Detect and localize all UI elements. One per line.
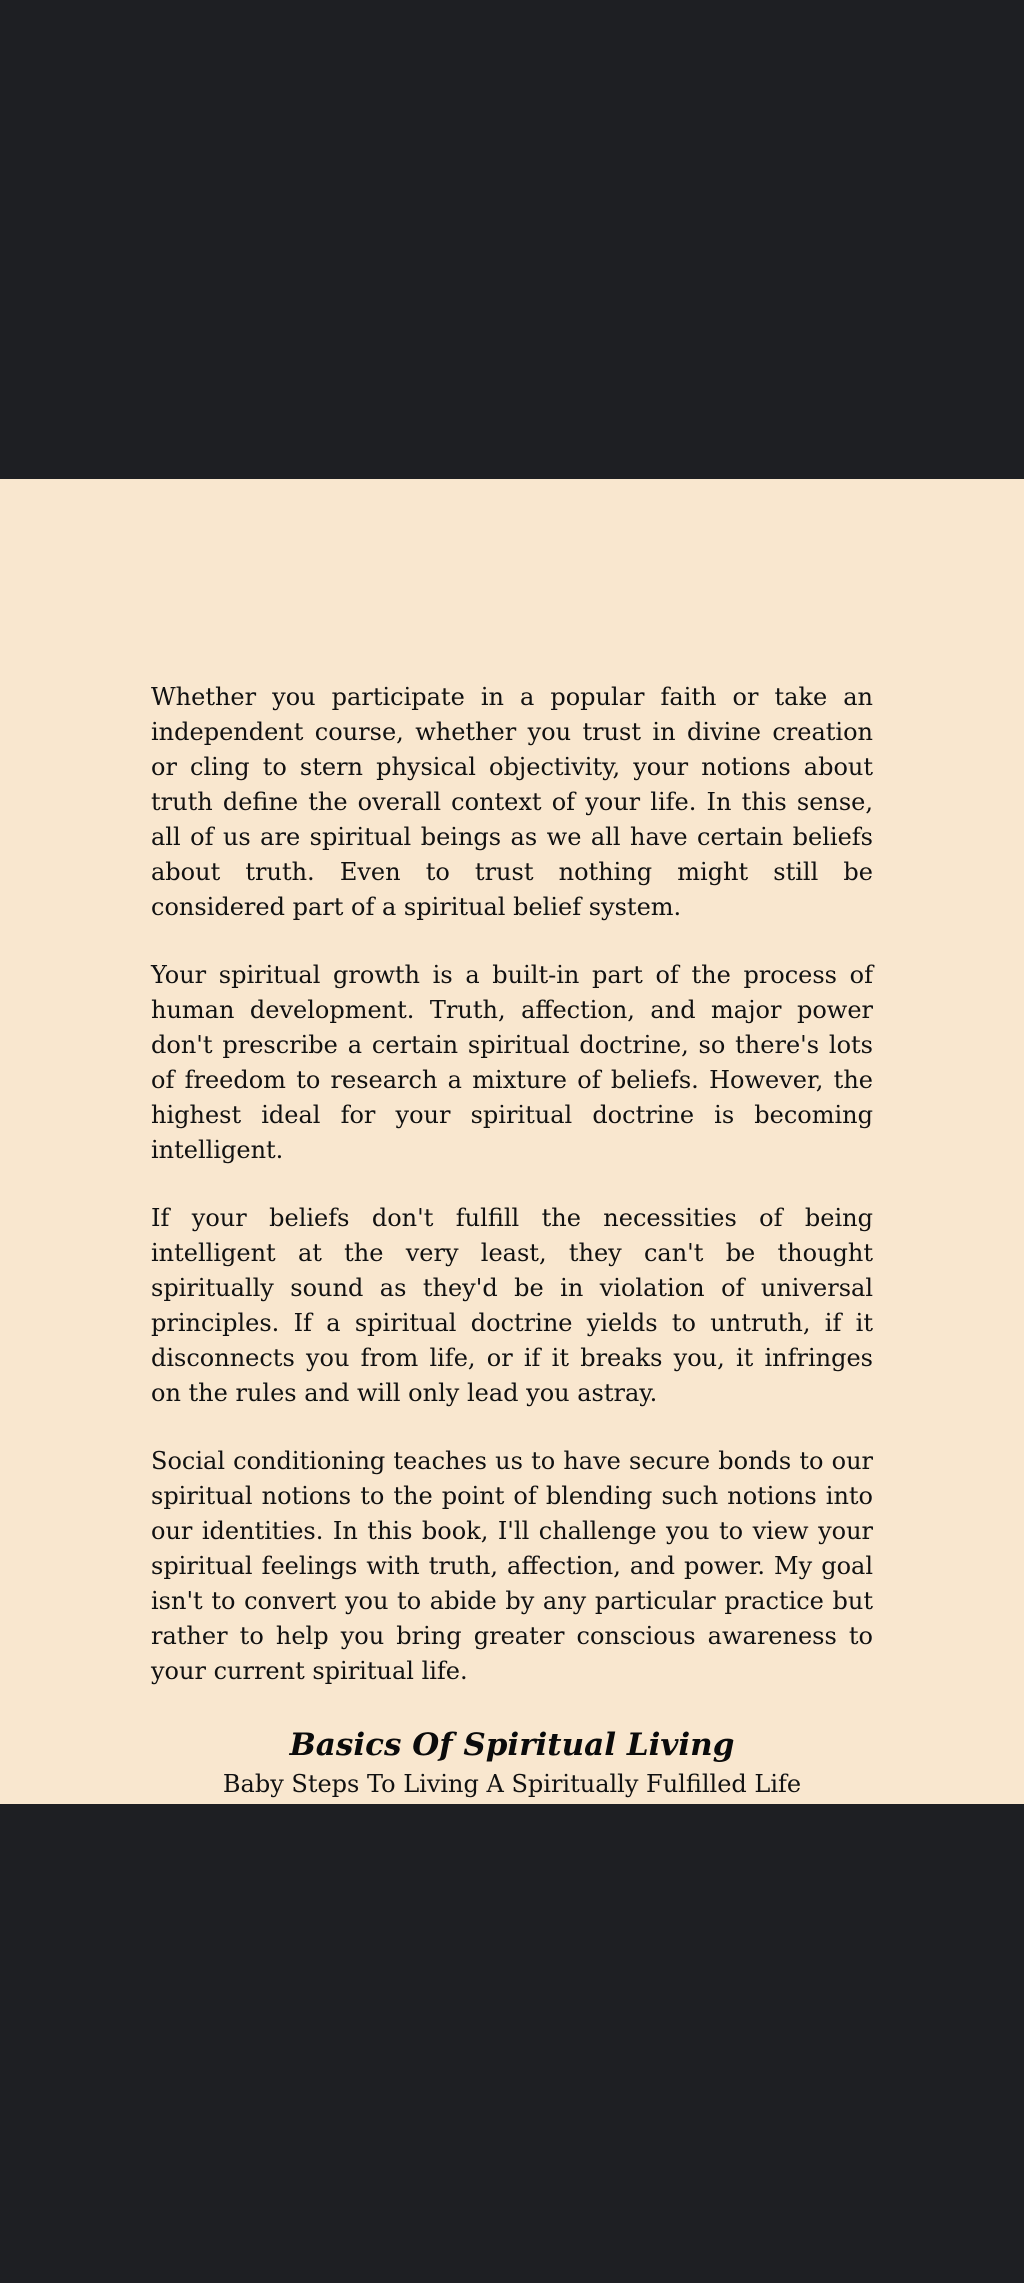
paragraph-2: Your spiritual growth is a built-in part of the process of human development. Truth, affection, and major power don't prescribe a certain spiritual doctrine, so there's lots of freedom to research a mixture of beliefs. However, the highest ideal for your spiritual doctrine is becoming intelligent. (151, 961, 873, 1164)
top-dark-band (0, 0, 1024, 479)
book-title: Basics Of Spiritual Living (289, 1727, 735, 1763)
paragraph-4: Social conditioning teaches us to have secure bonds to our spiritual notions to the point of blending such notions into our identities. In this book, I'll challenge you to view your spiritual feelings with truth, affection, and power. My goal isn't to convert you to abide by any particular practice but rather to help you bring greater conscious awareness to your current spiritual life. (151, 1447, 873, 1685)
paragraph-3: If your beliefs don't fulfill the necessities of being intelligent at the very least, they can't be thought spiritually sound as they'd be in violation of universal principles. If a spiritual doctrine yields to untruth, if it disconnects you from life, or if it breaks you, it infringes on the rules and will only lead you astray. (151, 1204, 873, 1407)
bottom-dark-band (0, 1804, 1024, 2283)
book-page (0, 479, 1024, 1804)
page-content (151, 680, 873, 1801)
book-subtitle: Baby Steps To Living A Spiritually Fulfilled Life (222, 1770, 802, 1798)
paragraph-1: Whether you participate in a popular faith or take an independent course, whether you trust in divine creation or cling to stern physical objectivity, your notions about truth define the overall context of your life. In this sense, all of us are spiritual beings as we all have certain beliefs about truth. Even to trust nothing might still be considered part of a spiritual belief system. (151, 683, 873, 921)
